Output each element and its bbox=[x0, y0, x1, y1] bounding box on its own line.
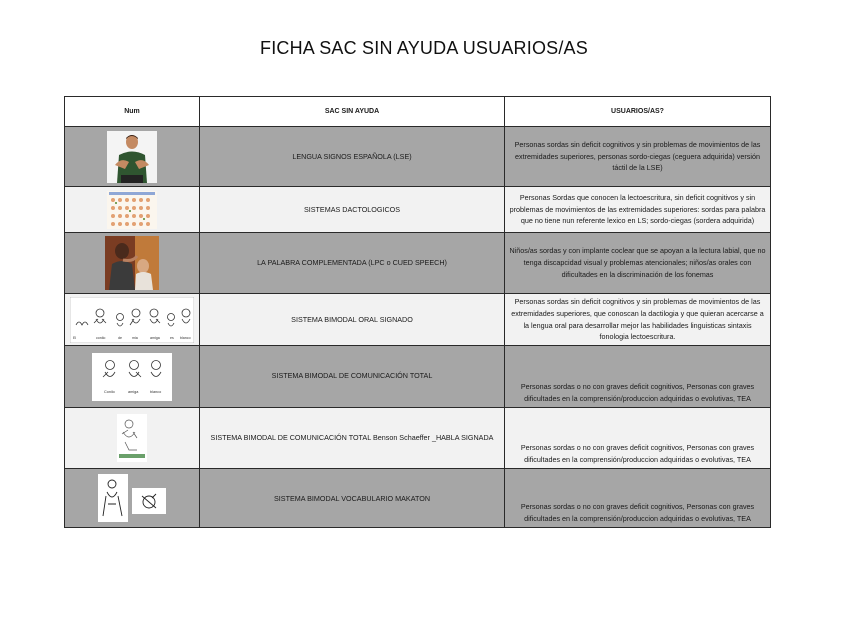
total-communication-sign-drawing bbox=[92, 353, 172, 401]
bimodal-sign-sequence-drawing bbox=[70, 297, 194, 343]
table-row bbox=[65, 346, 771, 408]
row-system-name: SISTEMAS DACTOLOGICOS bbox=[200, 187, 505, 233]
table-row bbox=[65, 294, 771, 346]
sign-caption: de bbox=[118, 335, 122, 340]
row-image-cell bbox=[65, 233, 200, 294]
row-users-text: Niños/as sordas y con implante coclear que se apoyan a la lectura labial, que no tenga discapcidad visual y problemas atencionales; niños/as orales con dificultades en la discriminación de los fonemas bbox=[505, 233, 771, 294]
sign-caption: El bbox=[73, 335, 77, 340]
adult-child-cued-speech-photo bbox=[105, 236, 159, 290]
row-system-name: LA PALABRA COMPLEMENTADA (LPC o CUED SPEECH) bbox=[200, 233, 505, 294]
sign-caption: blanco bbox=[180, 335, 191, 340]
row-users-text: Personas Sordas que conocen la lectoescritura, sin deficit cognitivos y sin problemas de movimientos de las extremidades superiores: sordas para palabra que no tiene nun referente lexico en LS; sordo-ciegas (sordera adquirida) bbox=[505, 187, 771, 233]
row-image-cell bbox=[65, 408, 200, 469]
page-title: FICHA SAC SIN AYUDA USUARIOS/AS bbox=[260, 38, 588, 58]
row-users-text: Personas sordas sin deficit cognitivos y sin problemas de movimientos de las extremidades superiores, personas sordo-ciegas (ceguera adquirida) versión táctil de la LSE) bbox=[505, 127, 771, 187]
person-signing-photo bbox=[107, 131, 157, 183]
sign-caption: blanco bbox=[150, 389, 162, 394]
row-system-name: SISTEMA BIMODAL ORAL SIGNADO bbox=[200, 294, 505, 346]
row-system-name: SISTEMA BIMODAL VOCABULARIO MAKATON bbox=[200, 469, 505, 528]
makaton-symbol-drawing bbox=[98, 474, 166, 522]
table-row bbox=[65, 469, 771, 528]
row-image-cell bbox=[65, 346, 200, 408]
header-system: SAC SIN AYUDA bbox=[200, 97, 505, 127]
sac-table bbox=[64, 96, 771, 528]
row-users-text: Personas sordas o no con graves deficit cognitivos, Personas con graves dificultades en la comprensión/produccion adquiridas o evolutivas, TEA bbox=[505, 469, 771, 528]
row-image-cell bbox=[65, 187, 200, 233]
sign-caption: Conilo bbox=[104, 389, 115, 394]
sign-caption: amiga bbox=[150, 335, 160, 340]
table-row bbox=[65, 233, 771, 294]
row-users-text: Personas sordas o no con graves deficit cognitivos, Personas con graves dificultades en la comprensión/produccion adquiridas o evolutivas, TEA bbox=[505, 408, 771, 469]
fingerspelling-alphabet-chart bbox=[107, 191, 157, 229]
table-row bbox=[65, 408, 771, 469]
table-row bbox=[65, 187, 771, 233]
row-image-cell bbox=[65, 469, 200, 528]
table-header-row bbox=[65, 97, 771, 127]
row-system-name: LENGUA SIGNOS ESPAÑOLA (LSE) bbox=[200, 127, 505, 187]
sign-caption: amiga bbox=[128, 389, 139, 394]
sign-caption: mia bbox=[132, 335, 138, 340]
row-users-text: Personas sordas sin deficit cognitivos y sin problemas de movimientos de las extremidades superiores, que conoscan la dactilogia y que quieran acercarse a la lengua oral para desarrollar mejor las habilidades linguisticas sintaxis fonologia lectoescritura. bbox=[505, 294, 771, 346]
row-system-name: SISTEMA BIMODAL DE COMUNICACIÓN TOTAL bbox=[200, 346, 505, 408]
row-users-text: Personas sordas o no con graves deficit cognitivos, Personas con graves dificultades en la comprensión/produccion adquiridas o evolutivas, TEA bbox=[505, 346, 771, 408]
row-image-cell bbox=[65, 127, 200, 187]
row-system-name: SISTEMA BIMODAL DE COMUNICACIÓN TOTAL Benson Schaeffer _HABLA SIGNADA bbox=[200, 408, 505, 469]
table-row bbox=[65, 127, 771, 187]
schaeffer-sign-drawing bbox=[117, 414, 147, 462]
header-image: Num bbox=[65, 97, 200, 127]
header-users: USUARIOS/AS? bbox=[505, 97, 771, 127]
sign-caption: es bbox=[170, 335, 174, 340]
row-image-cell bbox=[65, 294, 200, 346]
sign-caption: conilo bbox=[96, 335, 106, 340]
